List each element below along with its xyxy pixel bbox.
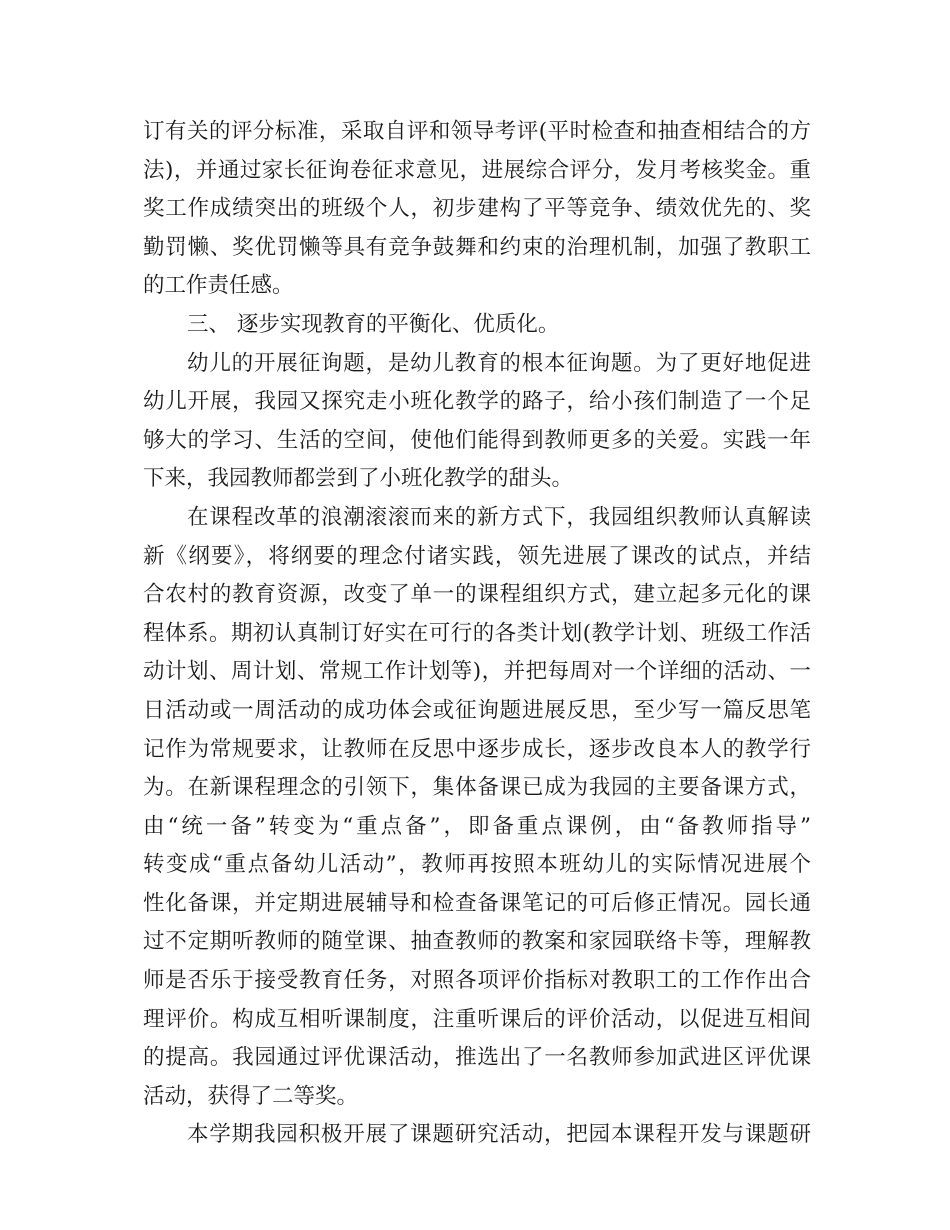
text-line: 记作为常规要求，让教师在反思中逐步成长，逐步改良本人的教学行: [143, 736, 811, 762]
text-line: 合农村的教育资源，改变了单一的课程组织方式，建立起多元化的课: [143, 582, 811, 608]
text-line: 的提高。我园通过评优课活动，推选出了一名教师参加武进区评优课: [143, 1045, 811, 1071]
section-heading: 三、 逐步实现教育的平衡化、优质化。: [187, 311, 560, 337]
text-line: 够大的学习、生活的空间，使他们能得到教师更多的关爱。实践一年: [143, 427, 811, 453]
text-line: 法)，并通过家长征询卷征求意见，进展综合评分，发月考核奖金。重: [143, 157, 811, 183]
text-line: 程体系。期初认真制订好实在可行的各类计划(教学计划、班级工作活: [143, 620, 811, 646]
text-line: 幼儿的开展征询题，是幼儿教育的根本征询题。为了更好地促进: [187, 350, 811, 376]
text-line: 奖工作成绩突出的班级个人，初步建构了平等竞争、绩效优先的、奖: [143, 196, 811, 222]
text-line: 勤罚懒、奖优罚懒等具有竞争鼓舞和约束的治理机制，加强了教职工: [143, 234, 811, 260]
text-line: 理评价。构成互相听课制度，注重听课后的评价活动，以促进互相间: [143, 1006, 811, 1032]
text-line: 新《纲要》，将纲要的理念付诸实践，领先进展了课改的试点，并结: [143, 543, 811, 569]
text-line: 在课程改革的浪潮滚滚而来的新方式下，我园组织教师认真解读: [187, 504, 811, 530]
text-line: 幼儿开展，我园又探究走小班化教学的路子，给小孩们制造了一个足: [143, 389, 811, 415]
text-line: 下来，我园教师都尝到了小班化教学的甜头。: [143, 466, 574, 492]
text-line: 本学期我园积极开展了课题研究活动，把园本课程开发与课题研: [187, 1122, 811, 1148]
text-line: 师是否乐于接受教育任务，对照各项评价指标对教职工的工作作出合: [143, 968, 811, 994]
text-line: 活动，获得了二等奖。: [143, 1083, 359, 1109]
text-line: 由“统一备”转变为“重点备”，即备重点课例，由“备教师指导”: [143, 813, 811, 839]
text-line: 订有关的评分标准，采取自评和领导考评(平时检查和抽查相结合的方: [143, 119, 811, 144]
text-line: 性化备课，并定期进展辅导和检查备课笔记的可后修正情况。园长通: [143, 890, 811, 916]
text-line: 过不定期听教师的随堂课、抽查教师的教案和家园联络卡等，理解教: [143, 929, 811, 955]
document-body: [143, 113, 811, 1155]
text-line: 动计划、周计划、常规工作计划等)，并把每周对一个详细的活动、一: [143, 659, 811, 685]
text-line: 日活动或一周活动的成功体会或征询题进展反思，至少写一篇反思笔: [143, 697, 811, 723]
text-line: 的工作责任感。: [143, 273, 294, 299]
text-line: 转变成“重点备幼儿活动”，教师再按照本班幼儿的实际情况进展个: [143, 852, 811, 878]
text-line: 为。在新课程理念的引领下，集体备课已成为我园的主要备课方式，: [143, 775, 811, 801]
